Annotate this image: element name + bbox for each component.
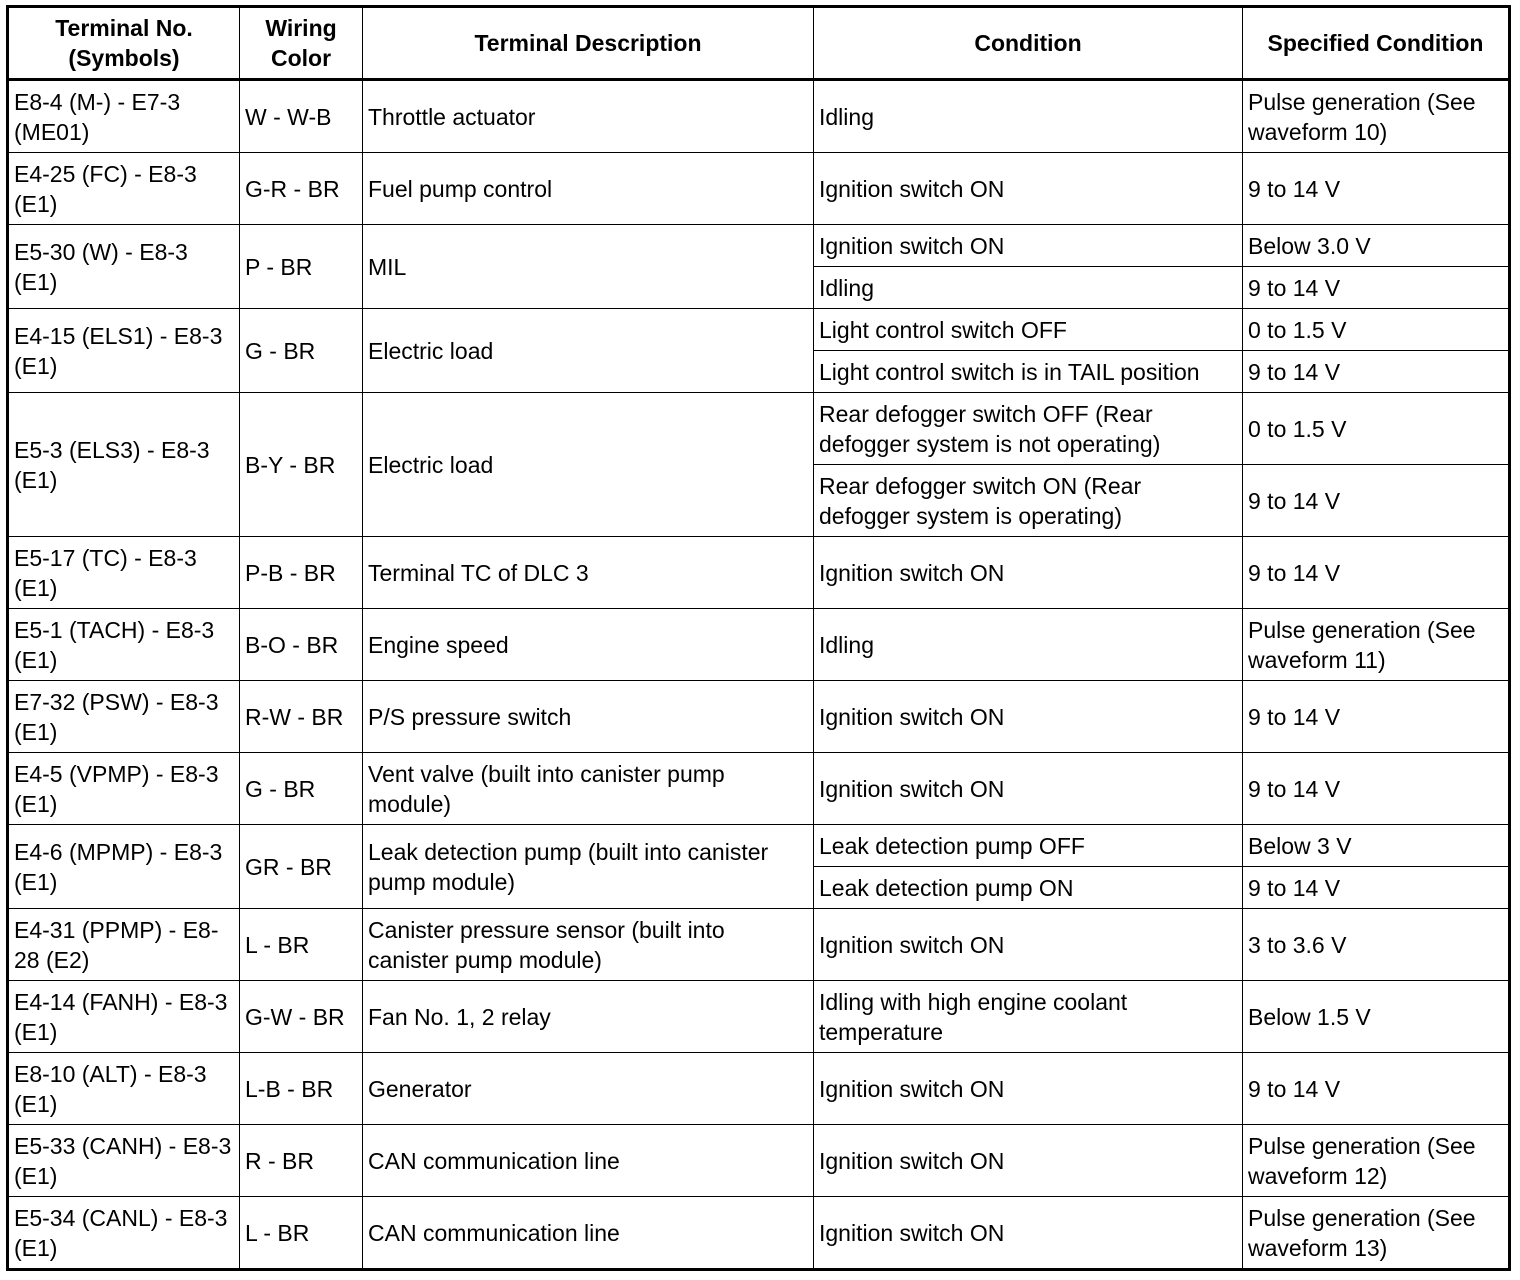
header-specified-condition: Specified Condition	[1243, 7, 1510, 80]
description-cell: Leak detection pump (built into canister pump module)	[363, 825, 814, 909]
condition-cell: Idling	[814, 80, 1243, 153]
table-row	[8, 981, 1510, 1053]
terminal-cell: E5-33 (CANH) - E8-3 (E1)	[8, 1125, 240, 1197]
condition-cell: Ignition switch ON	[814, 1197, 1243, 1270]
wiring-color-cell: L - BR	[240, 909, 363, 981]
condition-cell: Leak detection pump OFF	[814, 825, 1243, 867]
condition-cell: Ignition switch ON	[814, 537, 1243, 609]
wiring-color-cell: P-B - BR	[240, 537, 363, 609]
terminal-cell: E5-30 (W) - E8-3 (E1)	[8, 225, 240, 309]
condition-cell: Ignition switch ON	[814, 225, 1243, 267]
header-wiring-color: Wiring Color	[240, 7, 363, 80]
terminal-cell: E4-31 (PPMP) - E8-28 (E2)	[8, 909, 240, 981]
condition-cell: Ignition switch ON	[814, 681, 1243, 753]
wiring-color-cell: GR - BR	[240, 825, 363, 909]
wiring-color-cell: B-Y - BR	[240, 393, 363, 537]
specified-condition-cell: 9 to 14 V	[1243, 867, 1510, 909]
table-body	[8, 80, 1510, 1270]
terminal-cell: E8-10 (ALT) - E8-3 (E1)	[8, 1053, 240, 1125]
table-row	[8, 909, 1510, 981]
specified-condition-cell: 9 to 14 V	[1243, 537, 1510, 609]
specified-condition-cell: Pulse generation (See waveform 11)	[1243, 609, 1510, 681]
condition-cell: Idling with high engine coolant temperature	[814, 981, 1243, 1053]
specified-condition-cell: 9 to 14 V	[1243, 681, 1510, 753]
specified-condition-cell: Below 1.5 V	[1243, 981, 1510, 1053]
description-cell: Electric load	[363, 309, 814, 393]
specified-condition-cell: 0 to 1.5 V	[1243, 309, 1510, 351]
terminal-cell: E4-6 (MPMP) - E8-3 (E1)	[8, 825, 240, 909]
specified-condition-cell: Pulse generation (See waveform 12)	[1243, 1125, 1510, 1197]
table-row	[8, 153, 1510, 225]
table-row	[8, 609, 1510, 681]
specified-condition-cell: 9 to 14 V	[1243, 153, 1510, 225]
specified-condition-cell: Below 3 V	[1243, 825, 1510, 867]
condition-cell: Rear defogger switch ON (Rear defogger system is operating)	[814, 465, 1243, 537]
description-cell: CAN communication line	[363, 1197, 814, 1270]
terminal-spec-table	[6, 5, 1511, 1271]
specified-condition-cell: Below 3.0 V	[1243, 225, 1510, 267]
wiring-color-cell: B-O - BR	[240, 609, 363, 681]
description-cell: Vent valve (built into canister pump module)	[363, 753, 814, 825]
description-cell: Fuel pump control	[363, 153, 814, 225]
condition-cell: Ignition switch ON	[814, 909, 1243, 981]
condition-cell: Idling	[814, 609, 1243, 681]
condition-cell: Ignition switch ON	[814, 1125, 1243, 1197]
table-row	[8, 1197, 1510, 1270]
terminal-cell: E5-1 (TACH) - E8-3 (E1)	[8, 609, 240, 681]
condition-cell: Rear defogger switch OFF (Rear defogger system is not operating)	[814, 393, 1243, 465]
wiring-color-cell: P - BR	[240, 225, 363, 309]
condition-cell: Idling	[814, 267, 1243, 309]
condition-cell: Ignition switch ON	[814, 753, 1243, 825]
terminal-cell: E5-17 (TC) - E8-3 (E1)	[8, 537, 240, 609]
header-row	[8, 7, 1510, 80]
description-cell: MIL	[363, 225, 814, 309]
specified-condition-cell: 9 to 14 V	[1243, 267, 1510, 309]
wiring-color-cell: G-R - BR	[240, 153, 363, 225]
condition-cell: Light control switch OFF	[814, 309, 1243, 351]
wiring-color-cell: G - BR	[240, 753, 363, 825]
description-cell: CAN communication line	[363, 1125, 814, 1197]
table-row	[8, 537, 1510, 609]
description-cell: Throttle actuator	[363, 80, 814, 153]
wiring-color-cell: R-W - BR	[240, 681, 363, 753]
table-row	[8, 225, 1510, 267]
condition-cell: Ignition switch ON	[814, 153, 1243, 225]
condition-cell: Light control switch is in TAIL position	[814, 351, 1243, 393]
header-condition: Condition	[814, 7, 1243, 80]
wiring-color-cell: L-B - BR	[240, 1053, 363, 1125]
specified-condition-cell: Pulse generation (See waveform 13)	[1243, 1197, 1510, 1270]
wiring-color-cell: W - W-B	[240, 80, 363, 153]
terminal-cell: E4-14 (FANH) - E8-3 (E1)	[8, 981, 240, 1053]
specified-condition-cell: 0 to 1.5 V	[1243, 393, 1510, 465]
table-row	[8, 393, 1510, 465]
condition-cell: Leak detection pump ON	[814, 867, 1243, 909]
table-row	[8, 681, 1510, 753]
terminal-cell: E7-32 (PSW) - E8-3 (E1)	[8, 681, 240, 753]
table-row	[8, 1053, 1510, 1125]
description-cell: P/S pressure switch	[363, 681, 814, 753]
specified-condition-cell: Pulse generation (See waveform 10)	[1243, 80, 1510, 153]
specified-condition-cell: 9 to 14 V	[1243, 351, 1510, 393]
description-cell: Generator	[363, 1053, 814, 1125]
terminal-cell: E4-5 (VPMP) - E8-3 (E1)	[8, 753, 240, 825]
terminal-cell: E4-15 (ELS1) - E8-3 (E1)	[8, 309, 240, 393]
terminal-cell: E5-3 (ELS3) - E8-3 (E1)	[8, 393, 240, 537]
terminal-cell: E4-25 (FC) - E8-3 (E1)	[8, 153, 240, 225]
specified-condition-cell: 9 to 14 V	[1243, 1053, 1510, 1125]
description-cell: Electric load	[363, 393, 814, 537]
table-row	[8, 309, 1510, 351]
table-row	[8, 1125, 1510, 1197]
header-terminal: Terminal No. (Symbols)	[8, 7, 240, 80]
terminal-cell: E5-34 (CANL) - E8-3 (E1)	[8, 1197, 240, 1270]
wiring-color-cell: G-W - BR	[240, 981, 363, 1053]
header-terminal-description: Terminal Description	[363, 7, 814, 80]
specified-condition-cell: 3 to 3.6 V	[1243, 909, 1510, 981]
description-cell: Canister pressure sensor (built into canister pump module)	[363, 909, 814, 981]
specified-condition-cell: 9 to 14 V	[1243, 753, 1510, 825]
table-row	[8, 825, 1510, 867]
description-cell: Fan No. 1, 2 relay	[363, 981, 814, 1053]
wiring-color-cell: G - BR	[240, 309, 363, 393]
wiring-color-cell: R - BR	[240, 1125, 363, 1197]
specified-condition-cell: 9 to 14 V	[1243, 465, 1510, 537]
description-cell: Terminal TC of DLC 3	[363, 537, 814, 609]
condition-cell: Ignition switch ON	[814, 1053, 1243, 1125]
table-row	[8, 80, 1510, 153]
wiring-color-cell: L - BR	[240, 1197, 363, 1270]
terminal-cell: E8-4 (M-) - E7-3 (ME01)	[8, 80, 240, 153]
table-row	[8, 753, 1510, 825]
description-cell: Engine speed	[363, 609, 814, 681]
